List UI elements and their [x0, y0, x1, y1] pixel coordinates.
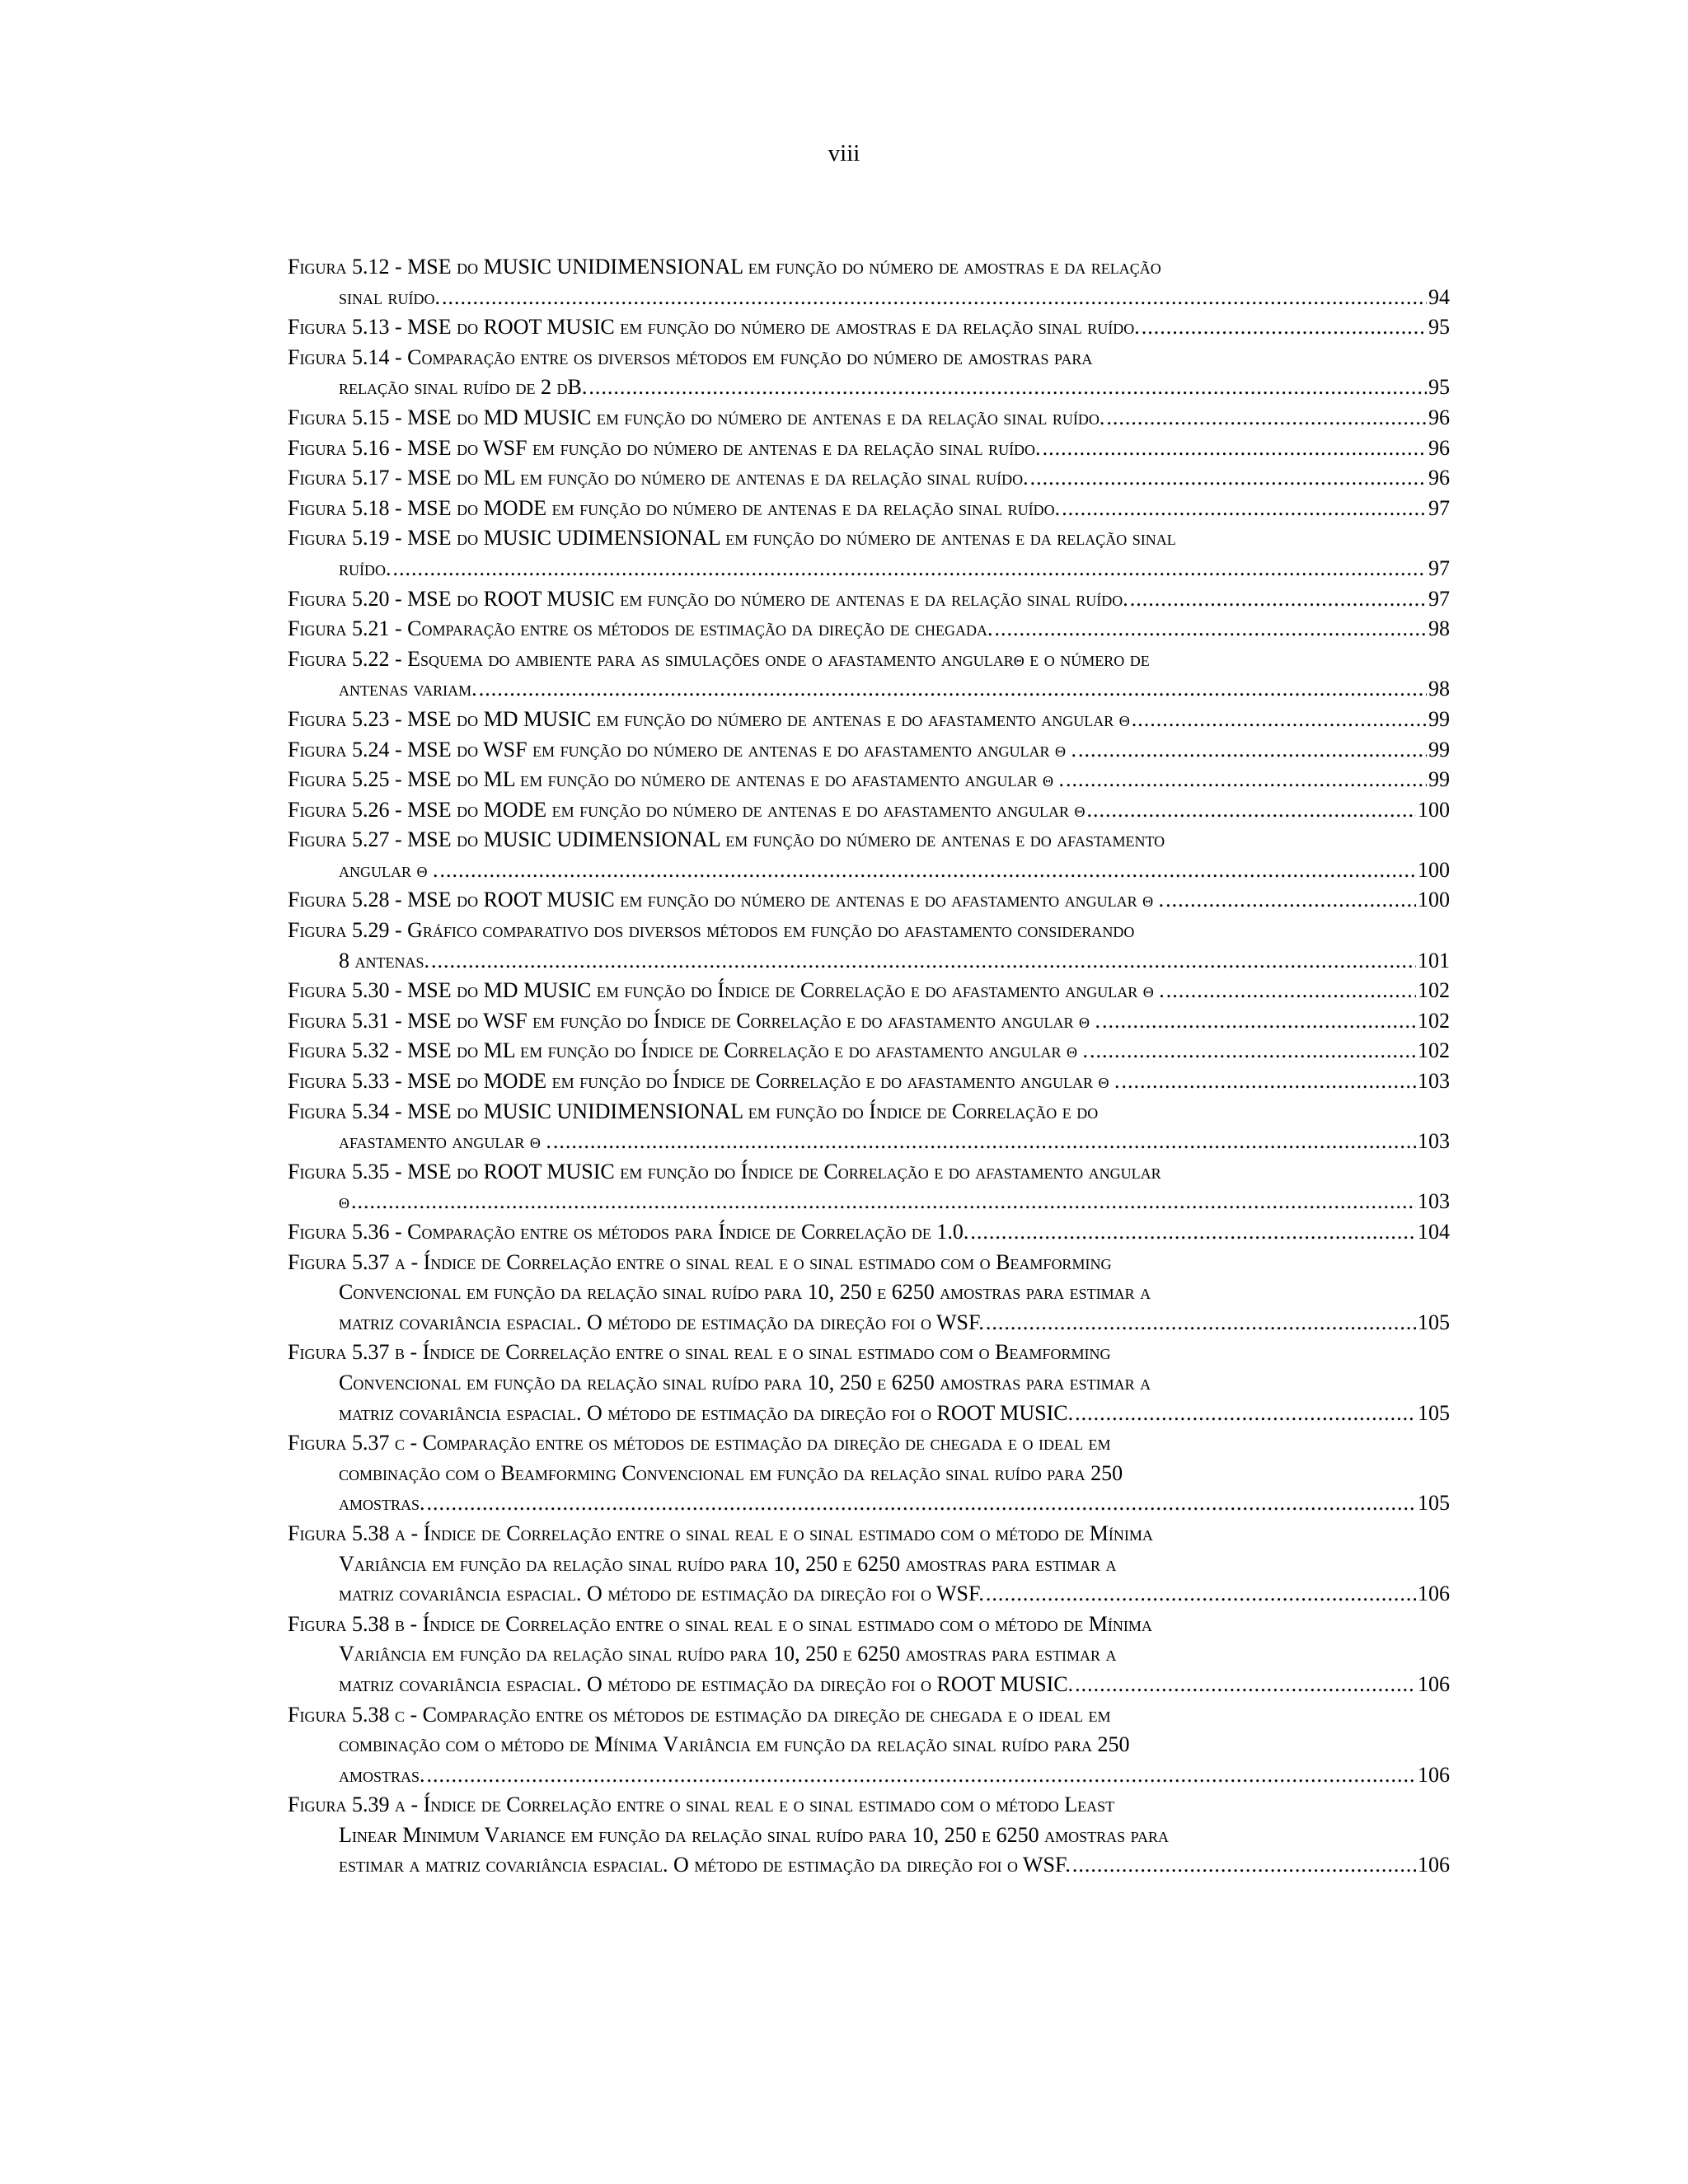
dot-leader — [1043, 434, 1427, 464]
toc-entry-title-line — [288, 403, 1450, 434]
toc-entry[interactable] — [288, 1066, 1450, 1097]
toc-entry-text: Figura 5.31 - MSE do WSF em função do Índice de Correlação e do afastamento angular θ . — [288, 1008, 1100, 1033]
toc-entry-continuation-line — [288, 1488, 1450, 1519]
toc-entry-text: Figura 5.30 - MSE do MD MUSIC em função do Índice de Correlação e do afastamento angular θ . — [288, 978, 1165, 1003]
dot-leader — [1078, 735, 1427, 766]
toc-entry-text: Variância em função da relação sinal ruído para 10, 250 e 6250 amostras para estimar a — [339, 1551, 1117, 1576]
toc-entry-title-line — [288, 584, 1450, 615]
dot-leader — [1102, 1006, 1416, 1037]
dot-leader — [479, 674, 1427, 705]
toc-entry-title-line — [288, 765, 1450, 795]
toc-entry-title-line — [288, 976, 1450, 1006]
toc-entry-page-number: 97 — [1428, 586, 1450, 611]
toc-entry-page-number: 95 — [1428, 315, 1450, 340]
toc-entry-text: Figura 5.27 - MSE do MUSIC UDIMENSIONAL em função do número de antenas e do afastamento — [288, 827, 1165, 852]
toc-entry-continuation-line — [288, 554, 1450, 584]
toc-entry-text: Figura 5.20 - MSE do ROOT MUSIC em função do número de antenas e da relação sinal ruído. — [288, 586, 1128, 611]
toc-entry-text: sinal ruído. — [339, 284, 440, 309]
toc-entry-text: Figura 5.14 - Comparação entre os diversos métodos em função do número de amostras para — [288, 344, 1093, 369]
toc-entry-text: combinação com o Beamforming Convencional em função da relação sinal ruído para 250 — [339, 1460, 1123, 1485]
dot-leader — [427, 1760, 1416, 1791]
toc-entry-page-number: 96 — [1428, 466, 1450, 490]
toc-entry-title-line — [288, 1036, 1450, 1066]
toc-entry-continuation-line — [288, 1399, 1450, 1429]
toc-entry-title-line — [288, 1428, 1450, 1459]
toc-entry[interactable] — [288, 765, 1450, 795]
toc-entry-text: Figura 5.25 - MSE do ML em função do número de antenas e do afastamento angular θ . — [288, 767, 1065, 792]
toc-entry-continuation-line — [288, 1730, 1450, 1760]
toc-entry-text: Figura 5.19 - MSE do MUSIC UDIMENSIONAL em função do número de antenas e da relação sinal — [288, 526, 1176, 551]
toc-entry-continuation-line — [288, 1760, 1450, 1791]
dot-leader — [1075, 1670, 1416, 1700]
toc-entry-title-line — [288, 614, 1450, 644]
toc-entry-continuation-line — [288, 1368, 1450, 1399]
dot-leader — [970, 1217, 1416, 1248]
dot-leader — [427, 1488, 1416, 1519]
toc-entry-text: Figura 5.37 a - Índice de Correlação entre o sinal real e o sinal estimado com o Beamforming — [288, 1249, 1112, 1274]
toc-entry-text: Figura 5.16 - MSE do WSF em função do número de antenas e da relação sinal ruído. — [288, 435, 1041, 460]
toc-entry-page-number: 95 — [1428, 375, 1450, 400]
toc-entry-continuation-line — [288, 1670, 1450, 1700]
toc-entry-page-number: 104 — [1418, 1220, 1450, 1244]
toc-entry[interactable] — [288, 434, 1450, 464]
dot-leader — [1130, 584, 1427, 615]
toc-entry-page-number: 106 — [1418, 1582, 1450, 1606]
toc-entry-title-line — [288, 312, 1450, 343]
toc-entry-text: matriz covariância espacial. O método de estimação da direção foi o ROOT MUSIC. — [339, 1671, 1074, 1696]
toc-entry-title-line — [288, 825, 1450, 855]
toc-entry[interactable] — [288, 1700, 1450, 1791]
dot-leader — [351, 1187, 1416, 1217]
toc-entry-continuation-line — [288, 946, 1450, 977]
toc-entry-page-number: 100 — [1418, 888, 1450, 912]
toc-entry-text: Linear Minimum Variance em função da relação sinal ruído para 10, 250 e 6250 amostras para — [339, 1822, 1170, 1847]
toc-entry-continuation-line — [288, 1549, 1450, 1580]
toc-entry-text: estimar a matriz covariância espacial. O método de estimação da direção foi o WSF. — [339, 1853, 1071, 1877]
toc-entry[interactable] — [288, 1248, 1450, 1338]
toc-entry-title-line — [288, 795, 1450, 826]
toc-entry-page-number: 99 — [1428, 706, 1450, 731]
toc-entry-text: Figura 5.12 - MSE do MUSIC UNIDIMENSIONAL em função do número de amostras e da relação — [288, 255, 1161, 279]
dot-leader — [995, 614, 1428, 644]
toc-entry-title-line — [288, 523, 1450, 554]
toc-entry-text: Figura 5.38 a - Índice de Correlação entre o sinal real e o sinal estimado com o método de Mínima — [288, 1521, 1153, 1545]
toc-entry[interactable] — [288, 463, 1450, 494]
toc-entry[interactable] — [288, 523, 1450, 583]
toc-entry-continuation-line — [288, 373, 1450, 403]
dot-leader — [1066, 765, 1427, 795]
toc-entry-page-number: 102 — [1418, 1008, 1450, 1033]
toc-entry-page-number: 105 — [1418, 1491, 1450, 1516]
toc-entry[interactable] — [288, 795, 1450, 826]
toc-entry-text: Figura 5.17 - MSE do ML em função do número de antenas e da relação sinal ruído. — [288, 466, 1029, 490]
toc-entry-title-line — [288, 916, 1450, 946]
dot-leader — [442, 283, 1427, 313]
toc-entry[interactable] — [288, 705, 1450, 735]
toc-entry-text: Figura 5.21 - Comparação entre os métodos de estimação da direção de chegada. — [288, 616, 993, 641]
toc-entry-continuation-line — [288, 1459, 1450, 1489]
toc-entry-continuation-line — [288, 855, 1450, 886]
toc-entry[interactable] — [288, 614, 1450, 644]
toc-entry[interactable] — [288, 735, 1450, 766]
toc-entry-text: amostras. — [339, 1762, 425, 1787]
toc-entry-title-line — [288, 1790, 1450, 1821]
toc-entry-page-number: 101 — [1418, 948, 1450, 972]
toc-entry-page-number: 105 — [1418, 1310, 1450, 1334]
toc-entry-page-number: 99 — [1428, 737, 1450, 762]
toc-entry-page-number: 100 — [1418, 857, 1450, 882]
toc-entry-text: Variância em função da relação sinal ruído para 10, 250 e 6250 amostras para estimar a — [339, 1642, 1117, 1666]
toc-entry-text: Convencional em função da relação sinal ruído para 10, 250 e 6250 amostras para estimar a — [339, 1370, 1151, 1394]
dot-leader — [1122, 1066, 1416, 1097]
toc-entry-text: Figura 5.23 - MSE do MD MUSIC em função do número de antenas e do afastamento angular θ — [288, 706, 1130, 731]
dot-leader — [431, 946, 1416, 977]
toc-entry-continuation-line — [288, 283, 1450, 313]
dot-leader — [440, 855, 1417, 886]
toc-entry[interactable] — [288, 1157, 1450, 1217]
toc-entry-text: ruído. — [339, 555, 392, 580]
toc-entry-text: Figura 5.34 - MSE do MUSIC UNIDIMENSIONAL em função do Índice de Correlação e do — [288, 1099, 1099, 1123]
toc-entry-text: Figura 5.38 c - Comparação entre os métodos de estimação da direção de chegada e o ideal em — [288, 1702, 1111, 1727]
dot-leader — [1087, 795, 1416, 826]
toc-entry-page-number: 103 — [1418, 1189, 1450, 1214]
toc-entry-title-line — [288, 1157, 1450, 1188]
toc-entry-title-line — [288, 494, 1450, 524]
toc-entry[interactable] — [288, 1428, 1450, 1519]
toc-entry-text: Figura 5.38 b - Índice de Correlação entre o sinal real e o sinal estimado com o método de Mínima — [288, 1611, 1152, 1636]
toc-entry-title-line — [288, 644, 1450, 675]
toc-entry-text: 8 antenas. — [339, 948, 429, 972]
toc-entry-title-line — [288, 1338, 1450, 1368]
toc-entry-text: Figura 5.37 b - Índice de Correlação entre o sinal real e o sinal estimado com o Beamforming — [288, 1340, 1111, 1365]
toc-entry-title-line — [288, 343, 1450, 373]
toc-entry-title-line — [288, 735, 1450, 766]
dot-leader — [1132, 705, 1427, 735]
dot-leader — [1106, 403, 1427, 434]
toc-entry-page-number: 103 — [1418, 1069, 1450, 1094]
dot-leader — [553, 1127, 1416, 1157]
dot-leader — [1090, 1036, 1416, 1066]
toc-entry[interactable] — [288, 1610, 1450, 1700]
toc-entry-text: Figura 5.37 c - Comparação entre os métodos de estimação da direção de chegada e o ideal em — [288, 1431, 1111, 1455]
toc-entry-text: combinação com o método de Mínima Variância em função da relação sinal ruído para 250 — [339, 1732, 1130, 1757]
toc-entry-continuation-line — [288, 1639, 1450, 1670]
toc-entry-text: θ — [339, 1189, 349, 1214]
toc-entry-text: angular θ . — [339, 857, 438, 882]
toc-entry-page-number: 105 — [1418, 1400, 1450, 1425]
toc-entry-title-line — [288, 1248, 1450, 1278]
toc-entry-page-number: 94 — [1428, 284, 1450, 309]
toc-entry-page-number: 102 — [1418, 1038, 1450, 1063]
toc-entry-text: Figura 5.13 - MSE do ROOT MUSIC em função do número de amostras e da relação sinal ruído. — [288, 315, 1140, 340]
toc-entry-continuation-line — [288, 1821, 1450, 1851]
toc-entry-text: Figura 5.39 a - Índice de Correlação entre o sinal real e o sinal estimado com o método Least — [288, 1793, 1115, 1817]
toc-entry-text: afastamento angular θ . — [339, 1129, 551, 1154]
dot-leader — [588, 373, 1427, 403]
toc-entry-title-line — [288, 1217, 1450, 1248]
toc-entry-text: Figura 5.33 - MSE do MODE em função do Índice de Correlação e do afastamento angular θ . — [288, 1069, 1120, 1094]
toc-entry-page-number: 98 — [1428, 677, 1450, 701]
toc-entry-title-line — [288, 434, 1450, 464]
toc-entry-page-number: 100 — [1418, 797, 1450, 822]
toc-entry-text: Figura 5.26 - MSE do MODE em função do número de antenas e do afastamento angular θ — [288, 797, 1085, 822]
toc-entry[interactable] — [288, 1217, 1450, 1248]
dot-leader — [986, 1308, 1416, 1338]
dot-leader — [1075, 1399, 1416, 1429]
toc-entry-text: Figura 5.28 - MSE do ROOT MUSIC em função do número de antenas e do afastamento angular θ . — [288, 888, 1165, 912]
toc-entry[interactable] — [288, 1006, 1450, 1037]
toc-entry-text: Figura 5.24 - MSE do WSF em função do número de antenas e do afastamento angular θ . — [288, 737, 1076, 762]
toc-entry[interactable] — [288, 343, 1450, 403]
toc-entry[interactable] — [288, 312, 1450, 343]
toc-entry-continuation-line — [288, 1187, 1450, 1217]
toc-entry-title-line — [288, 1700, 1450, 1731]
toc-entry-title-line — [288, 1006, 1450, 1037]
toc-entry-text: matriz covariância espacial. O método de estimação da direção foi o ROOT MUSIC. — [339, 1400, 1074, 1425]
toc-entry-text: Figura 5.22 - Esquema do ambiente para as simulações onde o afastamento angularθ e o número de — [288, 646, 1150, 671]
toc-entry[interactable] — [288, 885, 1450, 916]
toc-entry-text: Figura 5.15 - MSE do MD MUSIC em função do número de antenas e da relação sinal ruído. — [288, 405, 1105, 429]
toc-entry-text: Figura 5.35 - MSE do ROOT MUSIC em função do Índice de Correlação e do afastamento angular — [288, 1159, 1161, 1183]
toc-entry-page-number: 96 — [1428, 405, 1450, 429]
toc-entry-title-line — [288, 1519, 1450, 1549]
dot-leader — [1142, 312, 1427, 343]
toc-entry[interactable] — [288, 644, 1450, 705]
toc-entry-title-line — [288, 1097, 1450, 1127]
toc-entry-continuation-line — [288, 674, 1450, 705]
toc-entry-page-number: 99 — [1428, 767, 1450, 792]
toc-entry[interactable] — [288, 976, 1450, 1006]
toc-entry-continuation-line — [288, 1308, 1450, 1338]
toc-entry-text: antenas variam. — [339, 677, 477, 701]
toc-entry-page-number: 97 — [1428, 555, 1450, 580]
toc-entry-page-number: 106 — [1418, 1762, 1450, 1787]
page-number: viii — [828, 140, 860, 166]
dot-leader — [393, 554, 1428, 584]
toc-entry-continuation-line — [288, 1127, 1450, 1157]
toc-entry-text: matriz covariância espacial. O método de estimação da direção foi o WSF. — [339, 1582, 984, 1606]
toc-entry-title-line — [288, 1066, 1450, 1097]
toc-entry[interactable] — [288, 1097, 1450, 1157]
toc-entry-text: Figura 5.18 - MSE do MODE em função do número de antenas e da relação sinal ruído. — [288, 495, 1061, 520]
list-of-figures — [288, 252, 1450, 1881]
toc-entry[interactable] — [288, 494, 1450, 524]
toc-entry-text: Figura 5.36 - Comparação entre os métodos para Índice de Correlação de 1.0. — [288, 1220, 969, 1244]
toc-entry-text: amostras. — [339, 1491, 425, 1516]
toc-entry-page-number: 103 — [1418, 1129, 1450, 1154]
toc-entry-page-number: 96 — [1428, 435, 1450, 460]
toc-entry[interactable] — [288, 916, 1450, 976]
toc-entry-title-line — [288, 705, 1450, 735]
toc-entry-continuation-line — [288, 1850, 1450, 1881]
toc-entry-text: matriz covariância espacial. O método de estimação da direção foi o WSF. — [339, 1310, 984, 1334]
toc-entry-page-number: 106 — [1418, 1853, 1450, 1877]
toc-entry[interactable] — [288, 252, 1450, 312]
dot-leader — [1072, 1850, 1416, 1881]
toc-entry[interactable] — [288, 1519, 1450, 1610]
toc-entry-continuation-line — [288, 1579, 1450, 1610]
toc-entry-title-line — [288, 885, 1450, 916]
toc-entry-text: Figura 5.29 - Gráfico comparativo dos diversos métodos em função do afastamento considerando — [288, 918, 1135, 943]
toc-entry-text: Convencional em função da relação sinal ruído para 10, 250 e 6250 amostras para estimar a — [339, 1280, 1151, 1305]
toc-entry-title-line — [288, 463, 1450, 494]
toc-entry[interactable] — [288, 403, 1450, 434]
dot-leader — [1166, 976, 1416, 1006]
toc-entry-page-number: 106 — [1418, 1671, 1450, 1696]
toc-entry-text: Figura 5.32 - MSE do ML em função do Índice de Correlação e do afastamento angular θ . — [288, 1038, 1089, 1063]
toc-entry-page-number: 97 — [1428, 495, 1450, 520]
toc-entry[interactable] — [288, 1790, 1450, 1881]
dot-leader — [1030, 463, 1427, 494]
toc-entry[interactable] — [288, 1338, 1450, 1428]
toc-entry-text: relação sinal ruído de 2 dB. — [339, 375, 588, 400]
toc-entry-continuation-line — [288, 1277, 1450, 1308]
toc-entry-page-number: 98 — [1428, 616, 1450, 641]
toc-entry[interactable] — [288, 825, 1450, 885]
dot-leader — [1062, 494, 1427, 524]
dot-leader — [986, 1579, 1416, 1610]
dot-leader — [1165, 885, 1416, 916]
toc-entry[interactable] — [288, 584, 1450, 615]
toc-entry[interactable] — [288, 1036, 1450, 1066]
toc-entry-title-line — [288, 1610, 1450, 1640]
toc-entry-title-line — [288, 252, 1450, 283]
toc-entry-page-number: 102 — [1418, 978, 1450, 1003]
